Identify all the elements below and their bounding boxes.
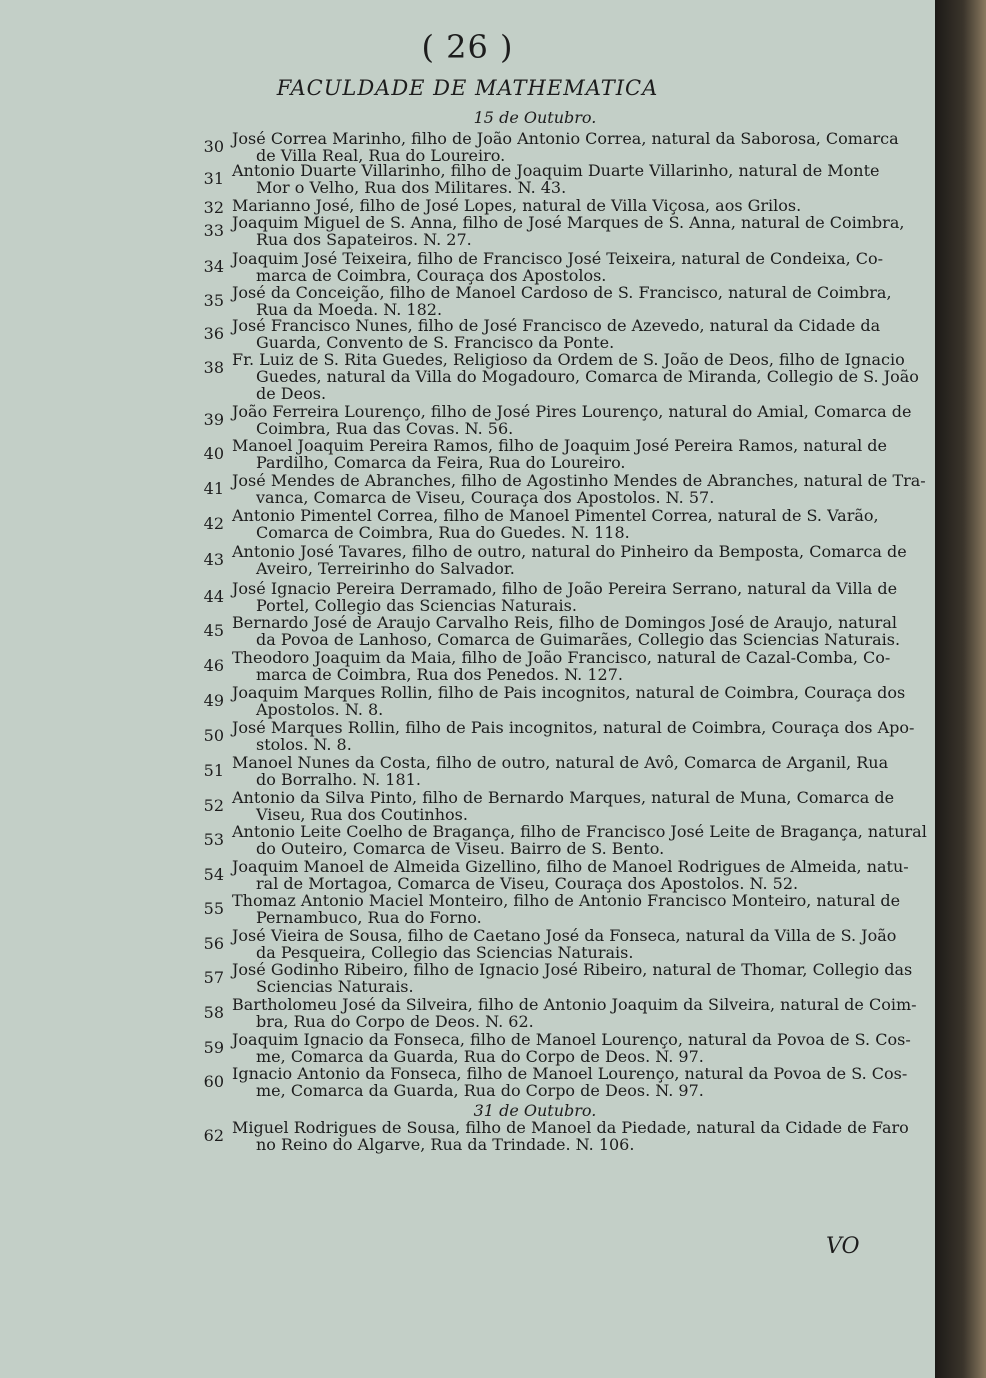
entry-line-3: de Deos.	[256, 384, 327, 403]
list-item	[203, 196, 872, 217]
entry-line-1: Marianno José, filho de José Lopes, natural de Villa Viçosa, aos Grilos.	[232, 196, 802, 215]
entry-line-1: Joaquim Marques Rollin, filho de Pais incognitos, natural de Coimbra, Couraça dos	[232, 683, 906, 702]
list-item	[203, 161, 880, 197]
entry-line-2: Guarda, Convento de S. Francisco da Ponte.	[256, 333, 615, 352]
entry-line-2: do Outeiro, Comarca de Viseu. Bairro de S. Bento.	[256, 839, 665, 858]
entry-line-1: Antonio Duarte Villarinho, filho de Joaquim Duarte Villarinho, natural de Monte	[232, 161, 880, 180]
entry-number: 41	[203, 479, 224, 498]
entry-line-2: vanca, Comarca de Viseu, Couraça dos Apostolos. N. 57.	[256, 488, 715, 507]
entry-number: 53	[203, 830, 224, 849]
list-item	[203, 718, 915, 754]
entry-line-1: José Marques Rollin, filho de Pais incognitos, natural de Coimbra, Couraça dos Apo-	[232, 718, 915, 737]
entry-number: 52	[203, 796, 224, 815]
entry-line-1: Manoel Joaquim Pereira Ramos, filho de Joaquim José Pereira Ramos, natural de	[232, 436, 887, 455]
entry-number: 39	[203, 410, 224, 429]
entry-line-2: ral de Mortagoa, Comarca de Viseu, Couraça dos Apostolos. N. 52.	[256, 874, 799, 893]
entry-line-2: Rua dos Sapateiros. N. 27.	[256, 230, 472, 249]
entry-line-1: Joaquim Manoel de Almeida Gizellino, filho de Manoel Rodrigues de Almeida, natu-	[232, 857, 909, 876]
entry-line-1: José Ignacio Pereira Derramado, filho de João Pereira Serrano, natural da Villa de	[232, 579, 898, 598]
entry-number: 32	[203, 198, 224, 217]
list-item	[203, 1030, 911, 1066]
entry-line-1: Thomaz Antonio Maciel Monteiro, filho de Antonio Francisco Monteiro, natural de	[232, 891, 901, 910]
entry-line-2: Mor o Velho, Rua dos Militares. N. 43.	[256, 178, 567, 197]
entry-line-1: Theodoro Joaquim da Maia, filho de João Francisco, natural de Cazal-Comba, Co-	[232, 648, 891, 667]
list-item	[203, 857, 909, 893]
list-item	[203, 436, 887, 472]
entry-line-2: Coimbra, Rua das Covas. N. 56.	[256, 419, 514, 438]
entry-line-1: João Ferreira Lourenço, filho de José Pires Lourenço, natural do Amial, Comarca de	[232, 402, 912, 421]
entry-line-1: Bernardo José de Araujo Carvalho Reis, filho de Domingos José de Araujo, natural	[232, 613, 897, 632]
entry-number: 35	[203, 291, 224, 310]
entry-line-2: do Borralho. N. 181.	[256, 770, 421, 789]
catchword: VO	[826, 1234, 860, 1259]
entry-number: 57	[203, 968, 224, 987]
entry-number: 62	[203, 1126, 224, 1145]
entry-line-1: Bartholomeu José da Silveira, filho de Antonio Joaquim da Silveira, natural de Coim-	[232, 995, 917, 1014]
list-item	[203, 788, 895, 824]
entry-number: 51	[203, 761, 224, 780]
entry-line-1: José Francisco Nunes, filho de José Francisco de Azevedo, natural da Cidade da	[232, 316, 881, 335]
entry-line-2: Pardilho, Comarca da Feira, Rua do Loureiro.	[256, 453, 626, 472]
entry-number: 55	[203, 899, 224, 918]
entry-line-1: Manoel Nunes da Costa, filho de outro, natural de Avô, Comarca de Arganil, Rua	[232, 753, 889, 772]
list-item	[203, 683, 906, 719]
list-item	[203, 579, 898, 615]
entry-line-2: de Villa Real, Rua do Loureiro.	[256, 146, 506, 165]
entry-number: 58	[203, 1003, 224, 1022]
date-heading: 15 de Outubro.	[473, 108, 597, 127]
entry-number: 43	[203, 550, 224, 569]
entry-number: 40	[203, 444, 224, 463]
entry-line-2: Comarca de Coimbra, Rua do Guedes. N. 118.	[256, 523, 630, 542]
entry-line-1: Antonio da Silva Pinto, filho de Bernardo Marques, natural de Muna, Comarca de	[232, 788, 895, 807]
entry-number: 54	[203, 865, 224, 884]
entry-line-2: Aveiro, Terreirinho do Salvador.	[256, 559, 515, 578]
entry-line-1: José da Conceição, filho de Manoel Cardoso de S. Francisco, natural de Coimbra,	[232, 283, 892, 302]
entry-line-1: Joaquim Miguel de S. Anna, filho de José Marques de S. Anna, natural de Coimbra,	[232, 213, 905, 232]
entry-line-2: me, Comarca da Guarda, Rua do Corpo de Deos. N. 97.	[256, 1081, 704, 1100]
entry-line-1: Fr. Luiz de S. Rita Guedes, Religioso da Ordem de S. João de Deos, filho de Ignacio	[232, 350, 905, 369]
entry-line-1: José Mendes de Abranches, filho de Agostinho Mendes de Abranches, natural de Tra-	[232, 471, 926, 490]
entry-line-2: Sciencias Naturais.	[256, 977, 414, 996]
list-item	[203, 249, 884, 285]
section-title: FACULDADE DE MATHEMATICA	[276, 76, 659, 100]
entry-line-1: Joaquim Ignacio da Fonseca, filho de Manoel Lourenço, natural da Povoa de S. Cos-	[232, 1030, 911, 1049]
entry-number: 49	[203, 691, 224, 710]
list-item	[203, 613, 901, 649]
list-item	[203, 960, 913, 996]
list-item	[203, 926, 897, 962]
entry-number: 42	[203, 514, 224, 533]
entry-number: 38	[203, 358, 224, 377]
entry-number: 33	[203, 221, 224, 240]
entry-line-1: José Correa Marinho, filho de João Antonio Correa, natural da Saborosa, Comarca	[232, 129, 899, 148]
entry-line-2: Guedes, natural da Villa do Mogadouro, Comarca de Miranda, Collegio de S. João	[256, 367, 919, 386]
entry-line-1: José Godinho Ribeiro, filho de Ignacio José Ribeiro, natural de Thomar, Collegio das	[232, 960, 913, 979]
entry-line-1: Miguel Rodrigues de Sousa, filho de Manoel da Piedade, natural da Cidade de Faro	[232, 1118, 909, 1137]
entry-line-2: bra, Rua do Corpo de Deos. N. 62.	[256, 1012, 534, 1031]
book-gutter	[935, 0, 986, 1378]
list-item	[203, 542, 907, 578]
entry-line-2: da Povoa de Lanhoso, Comarca de Guimarães, Collegio das Sciencias Naturais.	[256, 630, 901, 649]
list-item	[203, 350, 919, 403]
entry-line-2: no Reino do Algarve, Rua da Trindade. N. 106.	[256, 1135, 635, 1154]
list-item	[203, 283, 892, 319]
list-item	[203, 471, 926, 507]
entry-line-1: José Vieira de Sousa, filho de Caetano José da Fonseca, natural da Villa de S. João	[232, 926, 897, 945]
entry-line-2: da Pesqueira, Collegio das Sciencias Naturais.	[256, 943, 634, 962]
entry-number: 50	[203, 726, 224, 745]
list-item	[203, 316, 881, 352]
entry-number: 36	[203, 324, 224, 343]
entry-line-2: Pernambuco, Rua do Forno.	[256, 908, 482, 927]
list-item	[203, 506, 879, 542]
list-item	[203, 648, 891, 684]
list-item	[203, 1118, 909, 1154]
list-item	[203, 822, 927, 858]
entry-line-1: Antonio José Tavares, filho de outro, natural do Pinheiro da Bemposta, Comarca de	[232, 542, 907, 561]
entry-number: 31	[203, 169, 224, 188]
entry-line-2: Apostolos. N. 8.	[256, 700, 384, 719]
entry-line-1: Antonio Leite Coelho de Bragança, filho de Francisco José Leite de Bragança, natural	[232, 822, 927, 841]
entry-number: 44	[203, 587, 224, 606]
list-item	[203, 891, 901, 927]
entry-number: 45	[203, 621, 224, 640]
entry-line-2: me, Comarca da Guarda, Rua do Corpo de Deos. N. 97.	[256, 1047, 704, 1066]
list-item	[203, 753, 889, 789]
entry-line-2: Portel, Collegio das Sciencias Naturais.	[256, 596, 577, 615]
entry-number: 59	[203, 1038, 224, 1057]
entry-number: 30	[203, 137, 224, 156]
entry-line-2: stolos. N. 8.	[256, 735, 352, 754]
entry-number: 46	[203, 656, 224, 675]
date-heading: 31 de Outubro.	[473, 1101, 597, 1120]
entry-number: 34	[203, 257, 224, 276]
entry-line-2: marca de Coimbra, Rua dos Penedos. N. 127.	[256, 665, 623, 684]
entry-line-1: Antonio Pimentel Correa, filho de Manoel Pimentel Correa, natural de S. Varão,	[232, 506, 879, 525]
list-item	[203, 995, 917, 1031]
page-number: ( 26 )	[421, 28, 514, 66]
entry-line-2: Viseu, Rua dos Coutinhos.	[256, 805, 468, 824]
list-item	[203, 402, 912, 438]
entry-number: 60	[203, 1072, 224, 1091]
entry-line-2: marca de Coimbra, Couraça dos Apostolos.	[256, 266, 607, 285]
list-item	[203, 213, 905, 249]
entry-line-2: Rua da Moeda. N. 182.	[256, 300, 443, 319]
list-item	[203, 1064, 908, 1100]
entry-number: 56	[203, 934, 224, 953]
entry-line-1: Joaquim José Teixeira, filho de Francisco José Teixeira, natural de Condeixa, Co-	[232, 249, 884, 268]
list-item	[203, 129, 899, 165]
entry-line-1: Ignacio Antonio da Fonseca, filho de Manoel Lourenço, natural da Povoa de S. Cos-	[232, 1064, 908, 1083]
